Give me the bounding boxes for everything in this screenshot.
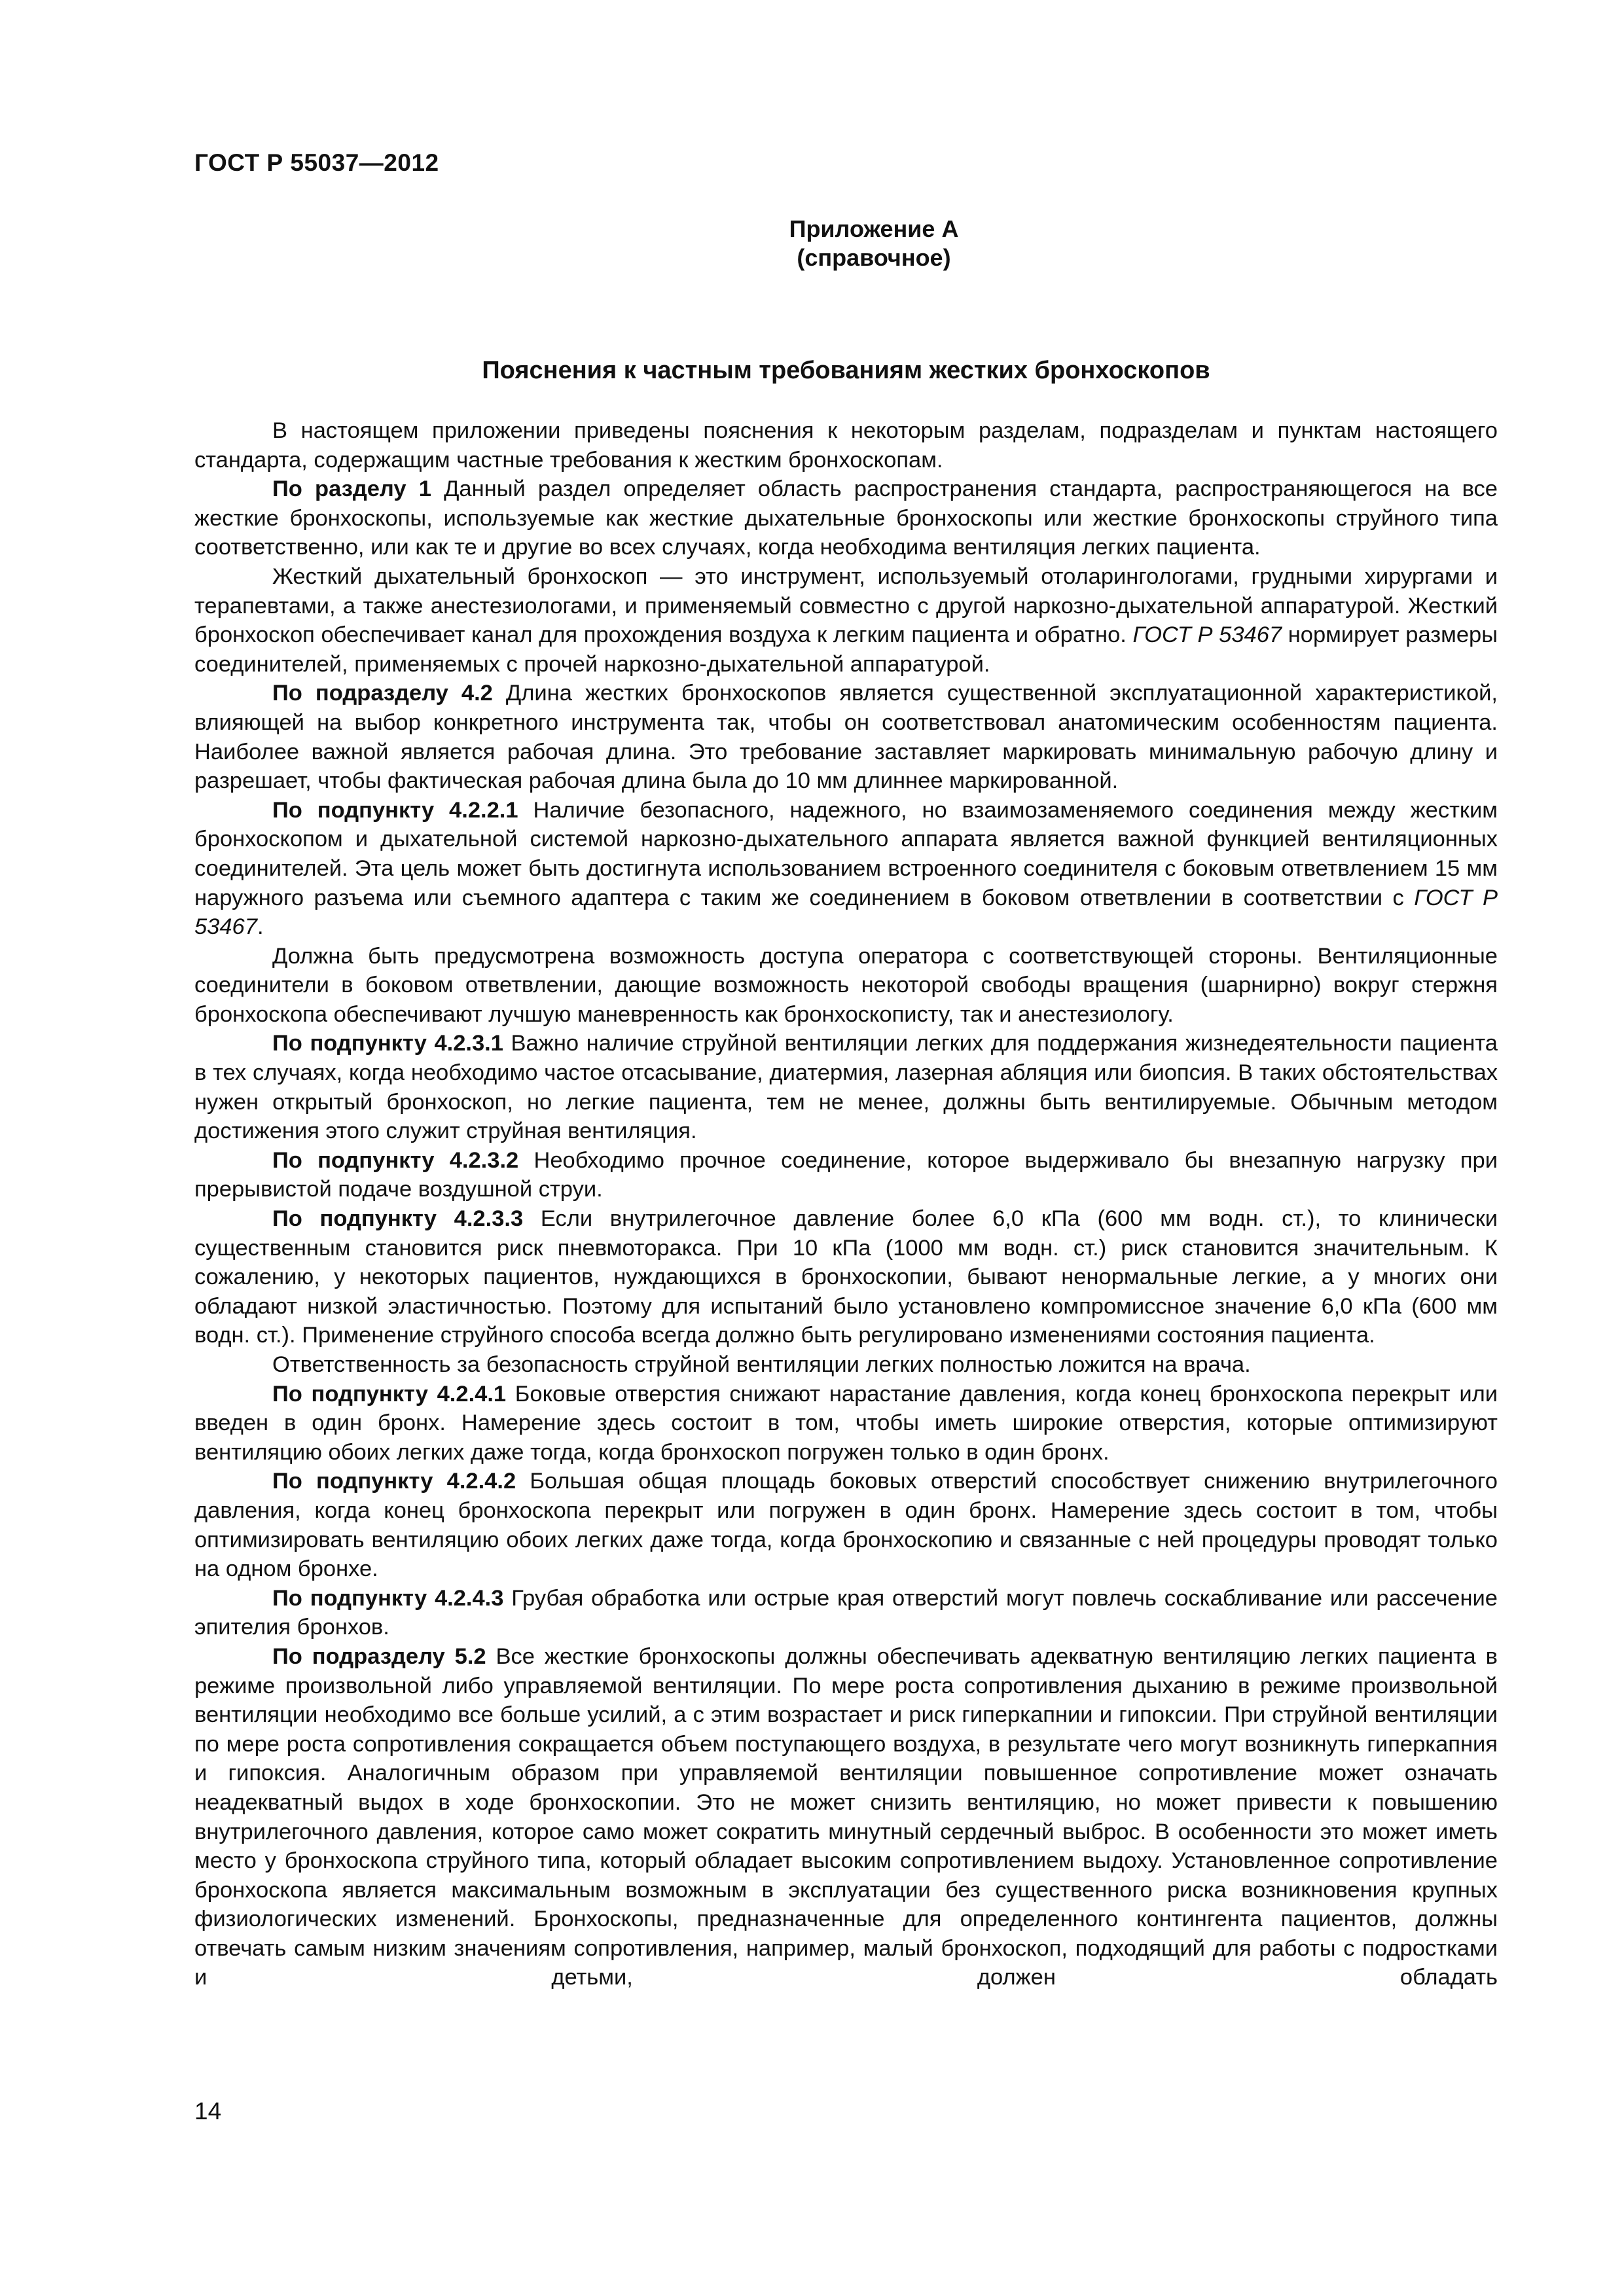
- standard-reference: ГОСТ Р 53467: [194, 885, 1498, 940]
- paragraph: [194, 1380, 1498, 1467]
- paragraph: [194, 942, 1498, 1030]
- paragraph-text: В настоящем приложении приведены пояснения к некоторым разделам, подразделам и пунктам настоящего стандарта, содержащим частные требования к жестким бронхоскопам.: [194, 418, 1498, 473]
- paragraph: [194, 679, 1498, 795]
- section-reference: По подпункту 4.2.3.1: [272, 1031, 503, 1056]
- paragraph: [194, 475, 1498, 562]
- section-reference: По подразделу 4.2: [272, 681, 493, 706]
- paragraph-text: Грубая обработка или острые края отверстий могут повлечь соскабливание или рассечение эпителия бронхов.: [194, 1585, 1498, 1640]
- paragraph: [194, 562, 1498, 679]
- standard-code: ГОСТ Р 55037—2012: [194, 149, 439, 176]
- paragraph-text: Большая общая площадь боковых отверстий способствует снижению внутрилегочного давления, когда конец бронхоскопа перекрыт или погружен в один бронх. Намерение здесь состоит в том, чтобы оптимизировать вентиляцию обоих легких даже тогда, когда бронхоскопию и связанные с ней процедуры проводят только на одном бронхе.: [194, 1469, 1498, 1582]
- paragraph: [194, 1642, 1498, 1992]
- paragraph: [194, 1204, 1498, 1350]
- paragraph-text: Важно наличие струйной вентиляции легких для поддержания жизнедеятельности пациента в тех случаях, когда необходимо частое отсасывание, диатермия, лазерная абляция или биопсия. В таких обстоятельствах нужен открытый бронхоскоп, но легкие пациента, тем не менее, должны быть вентилируемые. Обычным методом достижения этого служит струйная вентиляция.: [194, 1031, 1498, 1144]
- page-number: 14: [194, 2098, 222, 2125]
- section-reference: По подпункту 4.2.4.3: [272, 1585, 504, 1611]
- paragraph-text: Необходимо прочное соединение, которое выдерживало бы внезапную нагрузку при прерывистой подаче воздушной струи.: [194, 1147, 1498, 1202]
- paragraph-text: Данный раздел определяет область распространения стандарта, распространяющегося на все жесткие бронхоскопы, используемые как жесткие дыхательные бронхоскопы или жесткие бронхоскопы струйного типа соответственно, или как те и другие во всех случаях, когда необходима вентиляция легких пациента.: [194, 476, 1498, 560]
- paragraph: [194, 1029, 1498, 1145]
- standard-reference: ГОСТ Р 53467: [1132, 622, 1282, 648]
- paragraph-text: Ответственность за безопасность струйной вентиляции легких полностью ложится на врача.: [272, 1352, 1251, 1377]
- section-reference: По подразделу 5.2: [272, 1643, 486, 1669]
- appendix-kind: (справочное): [797, 244, 951, 271]
- paragraph-text: Все жесткие бронхоскопы должны обеспечивать адекватную вентиляцию легких пациента в режиме произвольной либо управляемой вентиляции. По мере роста сопротивления дыханию в режиме произвольной вентиляции необходимо все больше усилий, а с этим возрастает и риск гиперкапнии и гипоксии. При струйной вентиляции по мере роста сопротивления сокращается объем поступающего воздуха, в результате чего могут возникнуть гиперкапния и гипоксия. Аналогичным образом при управляемой вентиляции повышенное сопротивление может означать неадекватный выдох в ходе бронхоскопии. Это не может снизить вентиляцию, но может привести к повышению внутрилегочного давления, которое само может сократить минутный сердечный выброс. В особенности это может иметь место у бронхоскопа струйного типа, который обладает высоким сопротивлением выдоху. Установленное сопротивление бронхоскопа является максимальным возможным в эксплуатации без существенного риска возникновения крупных физиологических изменений. Бронхоскопы, предназначенные для определенного контингента пациентов, должны отвечать самым низким значениям сопротивления, например, малый бронхоскоп, подходящий для работы с подростками и детьми, должен обладать: [194, 1643, 1498, 1990]
- paragraph: [194, 1350, 1498, 1380]
- paragraph-text: Жесткий дыхательный бронхоскоп — это инструмент, используемый отоларингологами, грудными хирургами и терапевтами, а также анестезиологами, и применяемый совместно с другой наркозно-дыхательной аппаратурой. Жесткий бронхоскоп обеспечивает канал для прохождения воздуха к легким пациента и обратно.: [194, 564, 1498, 648]
- section-reference: По подпункту 4.2.3.2: [272, 1147, 519, 1173]
- paragraph: [194, 416, 1498, 475]
- document-title: Пояснения к частным требованиям жестких бронхоскопов: [482, 357, 1210, 384]
- section-reference: По подпункту 4.2.4.2: [272, 1469, 516, 1494]
- paragraph-text: Наличие безопасного, надежного, но взаимозаменяемого соединения между жестким бронхоскопом и дыхательной системой наркозно-дыхательного аппарата является важной функцией вентиляционных соединителей. Эта цель может быть достигнута использованием встроенного соединителя с боковым ответвлением 15 мм наружного разъема или съемного адаптера с таким же соединением в боковом ответвлении в соответствии с: [194, 797, 1498, 910]
- section-reference: По подпункту 4.2.3.3: [272, 1206, 524, 1232]
- section-reference: По подпункту 4.2.2.1: [272, 797, 518, 823]
- document-body: [194, 416, 1498, 1992]
- paragraph-text: Должна быть предусмотрена возможность доступа оператора с соответствующей стороны. Вентиляционные соединители в боковом ответвлении, дающие возможность некоторой свободы вращения (шарнирно) вокруг стержня бронхоскопа обеспечивают лучшую маневренность как бронхоскописту, так и анестезиологу.: [194, 943, 1498, 1027]
- section-reference: По разделу 1: [272, 476, 431, 502]
- section-reference: По подпункту 4.2.4.1: [272, 1381, 507, 1407]
- paragraph: [194, 1584, 1498, 1642]
- paragraph: [194, 1146, 1498, 1204]
- paragraph-text: Боковые отверстия снижают нарастание давления, когда конец бронхоскопа перекрыт или введен в один бронх. Намерение здесь состоит в том, чтобы иметь широкие отверстия, которые оптимизируют вентиляцию обоих легких даже тогда, когда бронхоскоп погружен только в один бронх.: [194, 1381, 1498, 1465]
- paragraph-text: .: [257, 914, 264, 940]
- appendix-title: Приложение А: [789, 215, 959, 242]
- paragraph-text: Длина жестких бронхоскопов является существенной эксплуатационной характеристикой, влияющей на выбор конкретного инструмента так, чтобы он соответствовал анатомическим особенностям пациента. Наиболее важной является рабочая длина. Это требование заставляет маркировать минимальную рабочую длину и разрешает, чтобы фактическая рабочая длина была до 10 мм длиннее маркированной.: [194, 681, 1498, 794]
- paragraph-text: Если внутрилегочное давление более 6,0 кПа (600 мм водн. ст.), то клинически существенным становится риск пневмоторакса. При 10 кПа (1000 мм водн. ст.) риск становится значительным. К сожалению, у некоторых пациентов, нуждающихся в бронхоскопии, бывают ненормальные легкие, а у многих они обладают низкой эластичностью. Поэтому для испытаний было установлено компромиссное значение 6,0 кПа (600 мм водн. ст.). Применение струйного способа всегда должно быть регулировано изменениями состояния пациента.: [194, 1206, 1498, 1348]
- paragraph-text: нормирует размеры соединителей, применяемых с прочей наркозно-дыхательной аппаратурой.: [194, 622, 1498, 677]
- paragraph: [194, 1467, 1498, 1583]
- paragraph: [194, 796, 1498, 942]
